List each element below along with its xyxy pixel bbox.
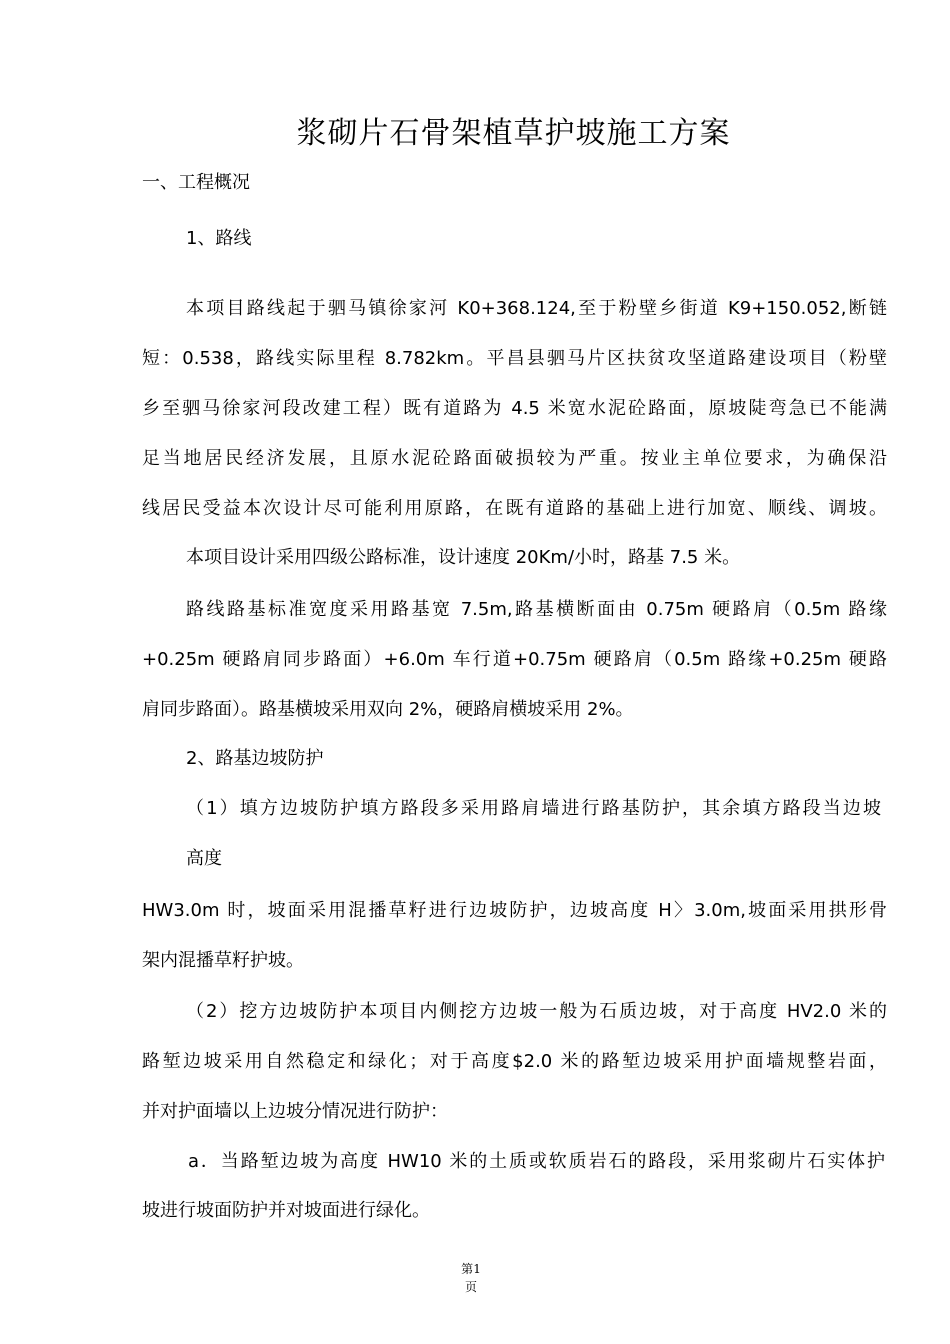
paragraph-line: 线居民受益本次设计尽可能利用原路，在既有道路的基础上进行加宽、顺线、调坡。	[142, 498, 887, 519]
paragraph-line: （2）挖方边坡防护本项目内侧挖方边坡一般为石质边坡，对于高度 HV2.0 米的	[186, 1001, 887, 1022]
paragraph-line: +0.25m 硬路肩同步路面）+6.0m 车行道+0.75m 硬路肩（0.5m 路缘+0.25m 硬路	[142, 649, 887, 670]
paragraph-line: 架内混播草籽护坡。	[142, 950, 304, 971]
paragraph-line: 路线路基标准宽度采用路基宽 7.5m,路基横断面由 0.75m 硬路肩（0.5m 路缘	[186, 599, 887, 620]
paragraph-line: a．当路堑边坡为高度 HW10 米的土质或软质岩石的路段，采用浆砌片石实体护	[188, 1151, 885, 1172]
page-number-prefix: 第	[461, 1262, 474, 1276]
paragraph-line: 肩同步路面）。路基横坡采用双向 2%，硬路肩横坡采用 2%。	[142, 699, 634, 720]
paragraph-line: 乡至驷马徐家河段改建工程）既有道路为 4.5 米宽水泥砼路面，原坡陡弯急已不能满	[142, 398, 887, 419]
paragraph-line: 本项目设计采用四级公路标准，设计速度 20Km/小时，路基 7.5 米。	[186, 547, 741, 568]
paragraph-line: （1）填方边坡防护填方路段多采用路肩墙进行路基防护，其余填方路段当边坡	[186, 798, 881, 819]
document-title: 浆砌片石骨架植草护坡施工方案	[296, 116, 731, 151]
page-number-value: 1	[473, 1262, 481, 1276]
subsection-heading-route: 1、路线	[186, 228, 252, 249]
paragraph-line: 并对护面墙以上边坡分情况进行防护：	[142, 1101, 448, 1122]
paragraph-line: 高度	[186, 848, 222, 869]
paragraph-line: 足当地居民经济发展，且原水泥砼路面破损较为严重。按业主单位要求，为确保沿	[142, 448, 887, 469]
page-number-suffix: 页	[464, 1280, 477, 1294]
paragraph-line: 路堑边坡采用自然稳定和绿化；对于高度$2.0 米的路堑边坡采用护面墙规整岩面，	[142, 1051, 887, 1072]
section-heading: 一、工程概况	[142, 172, 250, 193]
paragraph-line: 坡进行坡面防护并对坡面进行绿化。	[142, 1200, 430, 1221]
subsection-heading-slope-protection: 2、路基边坡防护	[186, 748, 324, 769]
paragraph-line: HW3.0m 时，坡面采用混播草籽进行边坡防护，边坡高度 H〉3.0m,坡面采用拱形骨	[142, 900, 887, 921]
paragraph-line: 本项目路线起于驷马镇徐家河 K0+368.124,至于粉壁乡街道 K9+150.052,断链	[186, 298, 887, 319]
page-number	[446, 1262, 496, 1276]
paragraph-line: 短：0.538，路线实际里程 8.782km。平昌县驷马片区扶贫攻坚道路建设项目（粉壁	[142, 348, 887, 369]
